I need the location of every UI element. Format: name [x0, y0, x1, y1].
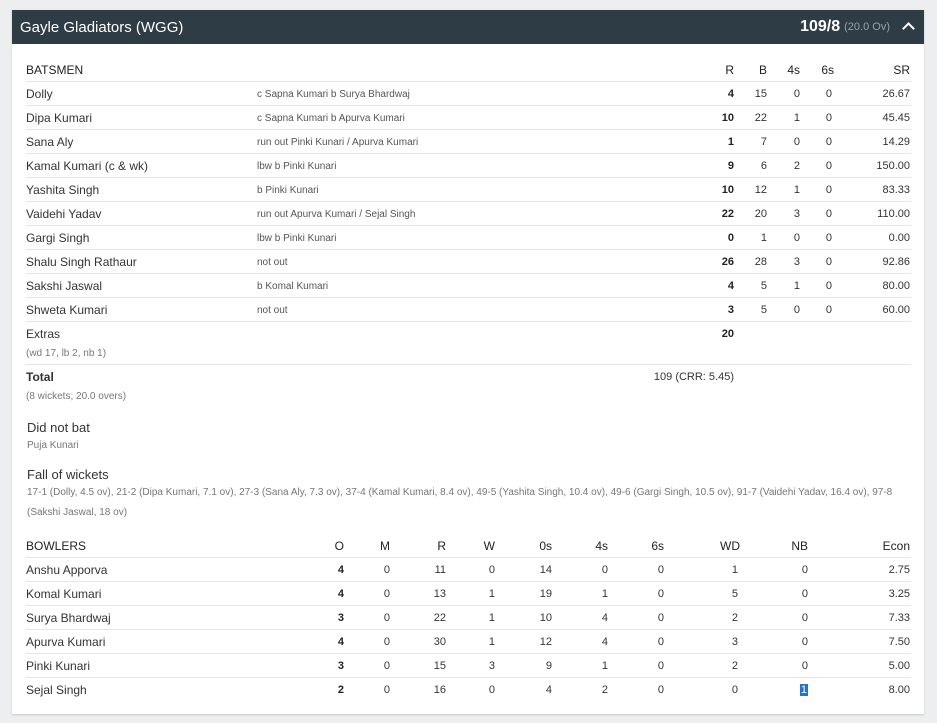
- bowler-runs: 11: [434, 564, 446, 576]
- batsman-sr: 110.00: [877, 208, 910, 220]
- econ-header: Econ: [882, 539, 910, 553]
- batsman-fours: 0: [793, 136, 800, 148]
- bowler-dots: 10: [539, 612, 552, 624]
- dots-header: 0s: [539, 539, 552, 553]
- bowler-runs: 15: [433, 660, 446, 672]
- batsman-fours: 1: [793, 280, 800, 292]
- bowler-overs: 3: [337, 612, 344, 624]
- bowler-wickets: 1: [488, 588, 495, 600]
- bowler-maidens: 0: [383, 636, 390, 648]
- batsman-name: Kamal Kumari (c & wk): [26, 159, 149, 173]
- bowler-econ: 3.25: [888, 588, 910, 600]
- batsman-name: Sakshi Jaswal: [26, 279, 103, 293]
- did-not-bat-players: Puja Kunari: [27, 440, 79, 451]
- batsman-name: Dolly: [26, 87, 53, 101]
- bowler-econ: 8.00: [888, 684, 910, 696]
- sr-header: SR: [893, 63, 910, 77]
- bowler-fours: 0: [601, 564, 608, 576]
- batsman-sixes: 0: [825, 280, 832, 292]
- batsman-sr: 150.00: [876, 160, 910, 172]
- batsman-runs: 1: [727, 136, 734, 148]
- batsman-fours: 3: [793, 256, 800, 268]
- bowler-dots: 4: [545, 684, 552, 696]
- batsman-fours: 1: [793, 112, 800, 124]
- batsman-sr: 60.00: [882, 304, 910, 316]
- total-value: 109 (CRR: 5.45): [653, 371, 734, 383]
- batsmen-header: BATSMEN: [26, 63, 84, 77]
- bowler-name: Anshu Apporva: [26, 563, 108, 577]
- batsman-sixes: 0: [825, 232, 832, 244]
- dismissal-text: run out Pinki Kunari / Apurva Kumari: [257, 137, 419, 148]
- bowler-wides: 2: [731, 612, 738, 624]
- bowler-sixes: 0: [657, 612, 664, 624]
- overs-header: O: [334, 539, 344, 553]
- batsman-name: Shalu Singh Rathaur: [26, 255, 137, 269]
- bowler-econ: 7.33: [888, 612, 910, 624]
- bowler-maidens: 0: [383, 660, 390, 672]
- bowler-runs: 30: [433, 636, 446, 648]
- batsman-balls: 28: [754, 256, 767, 268]
- bowler-wickets: 0: [488, 564, 495, 576]
- batsman-runs: 3: [727, 304, 734, 316]
- balls-header: B: [758, 63, 767, 77]
- scorecard-card: [12, 10, 924, 714]
- batsman-sixes: 0: [825, 304, 832, 316]
- batsman-name: Shweta Kumari: [26, 303, 108, 317]
- batsman-name: Dipa Kumari: [26, 111, 93, 125]
- batsman-balls: 5: [760, 304, 767, 316]
- batsman-sixes: 0: [825, 256, 832, 268]
- dismissal-text: run out Apurva Kumari / Sejal Singh: [257, 209, 416, 220]
- extras-value: 20: [721, 328, 734, 340]
- extras-label: Extras: [26, 327, 61, 341]
- bowler-wickets: 1: [488, 636, 495, 648]
- bowler-wickets: 1: [488, 612, 495, 624]
- bowler-wides: 0: [731, 684, 738, 696]
- bowler-sixes: 0: [657, 684, 664, 696]
- bowler-fours: 1: [601, 660, 608, 672]
- batsman-sr: 45.45: [882, 112, 910, 124]
- batsman-sixes: 0: [825, 208, 832, 220]
- batsman-fours: 0: [793, 88, 800, 100]
- bowler-noballs: 0: [801, 564, 808, 576]
- batsman-sixes: 0: [825, 184, 832, 196]
- batsman-sr: 92.86: [882, 256, 910, 268]
- batsman-sr: 0.00: [888, 232, 910, 244]
- innings-header[interactable]: [12, 10, 924, 44]
- bowler-runs: 13: [433, 588, 446, 600]
- bowler-runs: 22: [433, 612, 446, 624]
- noballs-header: NB: [791, 539, 808, 553]
- batsman-sr: 80.00: [882, 280, 910, 292]
- fow-title: Fall of wickets: [27, 467, 109, 482]
- extras-detail: (wd 17, lb 2, nb 1): [26, 348, 107, 359]
- bowler-sixes: 0: [657, 636, 664, 648]
- bowler-wides: 1: [731, 564, 738, 576]
- batsman-sr: 26.67: [882, 88, 910, 100]
- bowler-overs: 4: [337, 588, 344, 600]
- did-not-bat-title: Did not bat: [27, 420, 90, 435]
- bowler-maidens: 0: [383, 588, 390, 600]
- batsman-fours: 0: [793, 232, 800, 244]
- bowler-overs: 2: [337, 684, 344, 696]
- bowler-name: Komal Kumari: [26, 587, 102, 601]
- fours-header: 4s: [787, 63, 800, 77]
- batsman-runs: 0: [727, 232, 734, 244]
- maidens-header: M: [380, 539, 390, 553]
- total-detail: (8 wickets; 20.0 overs): [26, 391, 127, 402]
- batsman-fours: 0: [793, 304, 800, 316]
- batsman-balls: 12: [754, 184, 767, 196]
- batsman-balls: 6: [760, 160, 767, 172]
- batsman-fours: 2: [793, 160, 800, 172]
- runs-header: R: [725, 63, 734, 77]
- batsman-runs: 4: [727, 88, 734, 100]
- batsman-fours: 1: [793, 184, 800, 196]
- team-overs: (20.0 Ov): [844, 21, 890, 33]
- dismissal-text: b Komal Kumari: [257, 281, 329, 292]
- batsman-balls: 22: [754, 112, 767, 124]
- batsman-runs: 4: [727, 280, 734, 292]
- batsman-runs: 9: [727, 160, 734, 172]
- fow-line-1: 17-1 (Dolly, 4.5 ov), 21-2 (Dipa Kumari, 7.1 ov), 27-3 (Sana Aly, 7.3 ov), 37-4 (Kamal Kumari, 8.4 ov), 49-5 (Yashita Singh, 10.4 ov), 49-6 (Gargi Singh, 10.5 ov), 91-7 (Vaidehi Yadav, 16.4 ov), 97-8: [27, 487, 893, 498]
- batsman-sixes: 0: [825, 112, 832, 124]
- bowler-noballs: 0: [801, 612, 808, 624]
- batsman-name: Gargi Singh: [26, 231, 90, 245]
- bowler-overs: 3: [337, 660, 344, 672]
- dismissal-text: lbw b Pinki Kunari: [257, 161, 337, 172]
- bowler-dots: 12: [539, 636, 552, 648]
- bowler-sixes: 0: [657, 564, 664, 576]
- batsman-runs: 10: [721, 184, 734, 196]
- batsman-balls: 1: [760, 232, 767, 244]
- bowler-fours: 1: [601, 588, 608, 600]
- bowler-name: Pinki Kunari: [26, 659, 91, 673]
- bowler-wides: 3: [731, 636, 738, 648]
- sixes-header: 6s: [821, 63, 834, 77]
- dismissal-text: c Sapna Kumari b Apurva Kumari: [257, 113, 405, 124]
- batsman-sixes: 0: [825, 160, 832, 172]
- bowler-name: Apurva Kumari: [26, 635, 106, 649]
- dismissal-text: not out: [257, 257, 288, 268]
- bowler-wides: 5: [731, 588, 738, 600]
- dismissal-text: lbw b Pinki Kunari: [257, 233, 337, 244]
- bowler-maidens: 0: [383, 684, 390, 696]
- bowler-dots: 19: [539, 588, 552, 600]
- batsman-name: Yashita Singh: [26, 183, 100, 197]
- batsman-sr: 83.33: [882, 184, 910, 196]
- bowler-noballs: [778, 684, 808, 696]
- bowler-maidens: 0: [383, 612, 390, 624]
- wides-header: WD: [720, 539, 740, 553]
- bowler-wickets: 0: [488, 684, 495, 696]
- batsman-runs: 10: [721, 112, 734, 124]
- bowler-sixes: 0: [657, 588, 664, 600]
- batsman-balls: 7: [760, 136, 767, 148]
- dismissal-text: not out: [257, 305, 288, 316]
- bowler-noballs: 0: [801, 636, 808, 648]
- batsman-name: Sana Aly: [26, 135, 74, 149]
- batsman-sr: 14.29: [882, 136, 910, 148]
- bowler-wickets: 3: [488, 660, 495, 672]
- batsman-sixes: 0: [825, 136, 832, 148]
- bowler-fours: 2: [601, 684, 608, 696]
- bowler-wides: 2: [731, 660, 738, 672]
- bowler-name: Sejal Singh: [26, 683, 87, 697]
- total-label: Total: [26, 370, 54, 384]
- bowlers-header: BOWLERS: [26, 539, 87, 553]
- fow-line-2: (Sakshi Jaswal, 18 ov): [27, 507, 128, 518]
- dismissal-text: b Pinki Kunari: [257, 185, 319, 196]
- batsman-name: Vaidehi Yadav: [26, 207, 102, 221]
- bowl-sixes-header: 6s: [651, 539, 664, 553]
- team-score: 109/8: [800, 18, 841, 35]
- bowler-fours: 4: [601, 636, 608, 648]
- bowler-econ: 7.50: [888, 636, 910, 648]
- dismissal-text: c Sapna Kumari b Surya Bhardwaj: [257, 89, 410, 100]
- batsman-sixes: 0: [825, 88, 832, 100]
- batsman-balls: 15: [754, 88, 767, 100]
- selected-text-highlight: 1: [800, 684, 807, 696]
- bowler-overs: 4: [337, 636, 344, 648]
- bowler-name: Surya Bhardwaj: [26, 611, 111, 625]
- bowler-econ: 2.75: [888, 564, 910, 576]
- bowl-fours-header: 4s: [595, 539, 608, 553]
- bowler-dots: 14: [539, 564, 552, 576]
- batsman-runs: 26: [721, 256, 734, 268]
- bowler-dots: 9: [545, 660, 552, 672]
- batsman-fours: 3: [793, 208, 800, 220]
- team-name: Gayle Gladiators (WGG): [20, 18, 184, 36]
- batsman-balls: 20: [754, 208, 767, 220]
- bowler-sixes: 0: [657, 660, 664, 672]
- bowler-fours: 4: [601, 612, 608, 624]
- wickets-header: W: [483, 539, 495, 553]
- bowler-noballs: 0: [801, 588, 808, 600]
- bowler-econ: 5.00: [888, 660, 910, 672]
- chevron-up-icon[interactable]: [902, 10, 914, 44]
- bowler-maidens: 0: [383, 564, 390, 576]
- batsman-runs: 22: [721, 208, 734, 220]
- bowler-overs: 4: [337, 564, 344, 576]
- batsman-balls: 5: [760, 280, 767, 292]
- bowler-runs: 16: [433, 684, 446, 696]
- bowler-noballs: 0: [801, 660, 808, 672]
- bowl-runs-header: R: [437, 539, 446, 553]
